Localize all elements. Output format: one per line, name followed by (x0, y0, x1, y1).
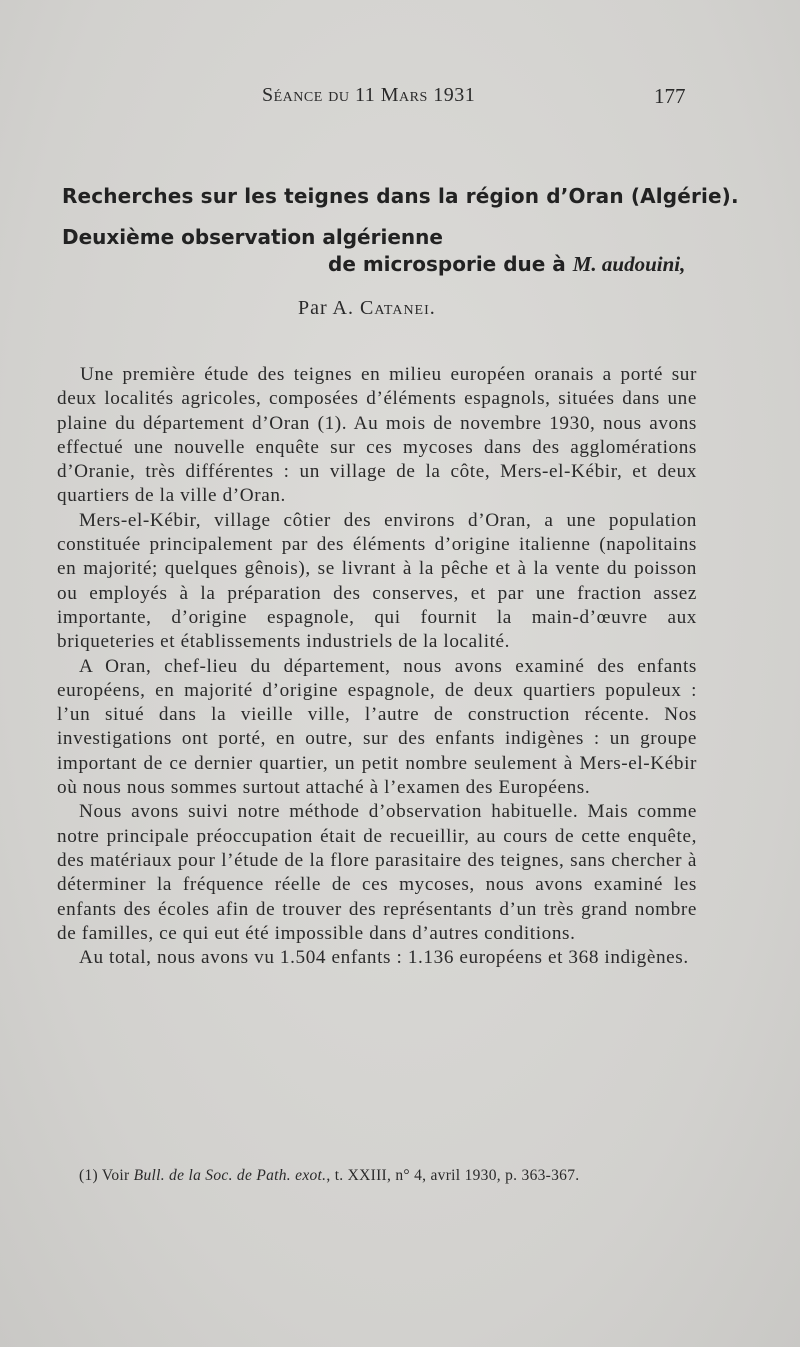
paragraph: A Oran, chef-lieu du département, nous avons examiné des enfants européens, en majorité d’origine espagnole, de deux quartiers populeux : l’un situé dans la vieille ville, l’autre de construction récente. Nos investigations ont porté, en outre, sur des enfants indigènes : un groupe important de ce dernier quartier, un petit nombre seulement à Mers-el-Kébir où nous nous sommes surtout attaché à l’examen des Européens. (57, 655, 697, 799)
page-number: 177 (654, 84, 686, 108)
paragraph: Nous avons suivi notre méthode d’observation habituelle. Mais comme notre principale préoccupation était de recueillir, au cours de cette enquête, des matériaux pour l’étude de la flore parasitaire des teignes, sans chercher à déterminer la fréquence réelle de ces mycoses, nous avons examiné les enfants des écoles afin de trouver des représentants d’un très grand nombre de familles, ce qui eut été impossible dans d’autres conditions. (57, 801, 697, 944)
footnote-reference: Bull. de la Soc. de Path. exot. (133, 1167, 327, 1184)
species-name: M. audouini, (572, 252, 686, 276)
article-title-line-2: Deuxième observation algérienne (62, 225, 443, 249)
running-head (0, 84, 800, 114)
footnote-prefix: (1) Voir (79, 1167, 134, 1184)
paragraph: Au total, nous avons vu 1.504 enfants : 1.136 européens et 368 indigènes. (79, 947, 689, 969)
paragraph: Une première étude des teignes en milieu européen oranais a porté sur deux localités agricoles, composées d’éléments espagnols, situées dans une plaine du département d’Oran (1). Au mois de novembre 1930, nous avons effectué une nouvelle enquête sur ces mycoses dans des agglomérations d’Oranie, très différentes : un village de la côte, Mers-el-Kébir, et deux quartiers de la ville d’Oran. (57, 364, 697, 507)
article-title-line-3 (328, 252, 708, 277)
author-name: Catanei. (360, 297, 436, 319)
paragraph: Mers-el-Kébir, village côtier des environs d’Oran, a une population constituée principalement par des éléments d’origine italienne (napolitains en majorité; quelques gênois), se livrant à la pêche et à la vente du poisson ou employés à la préparation des conserves, et par une fraction assez importante, d’origine espagnole, qui fournit la main-d’œuvre aux briqueteries et établissements industriels de la localité. (57, 509, 697, 653)
author-prefix: Par A. (298, 297, 360, 319)
footnote-suffix: , t. XXIII, n° 4, avril 1930, p. 363-367. (326, 1167, 580, 1184)
footnote (57, 1165, 697, 1186)
article-title-line-1: Recherches sur les teignes dans la région d’Oran (Algérie). (62, 184, 739, 208)
running-head-title: Séance du 11 Mars 1931 (262, 84, 476, 106)
title-prefix: de microsporie due à (328, 252, 573, 276)
author-line (298, 297, 436, 320)
article-body (57, 363, 697, 970)
